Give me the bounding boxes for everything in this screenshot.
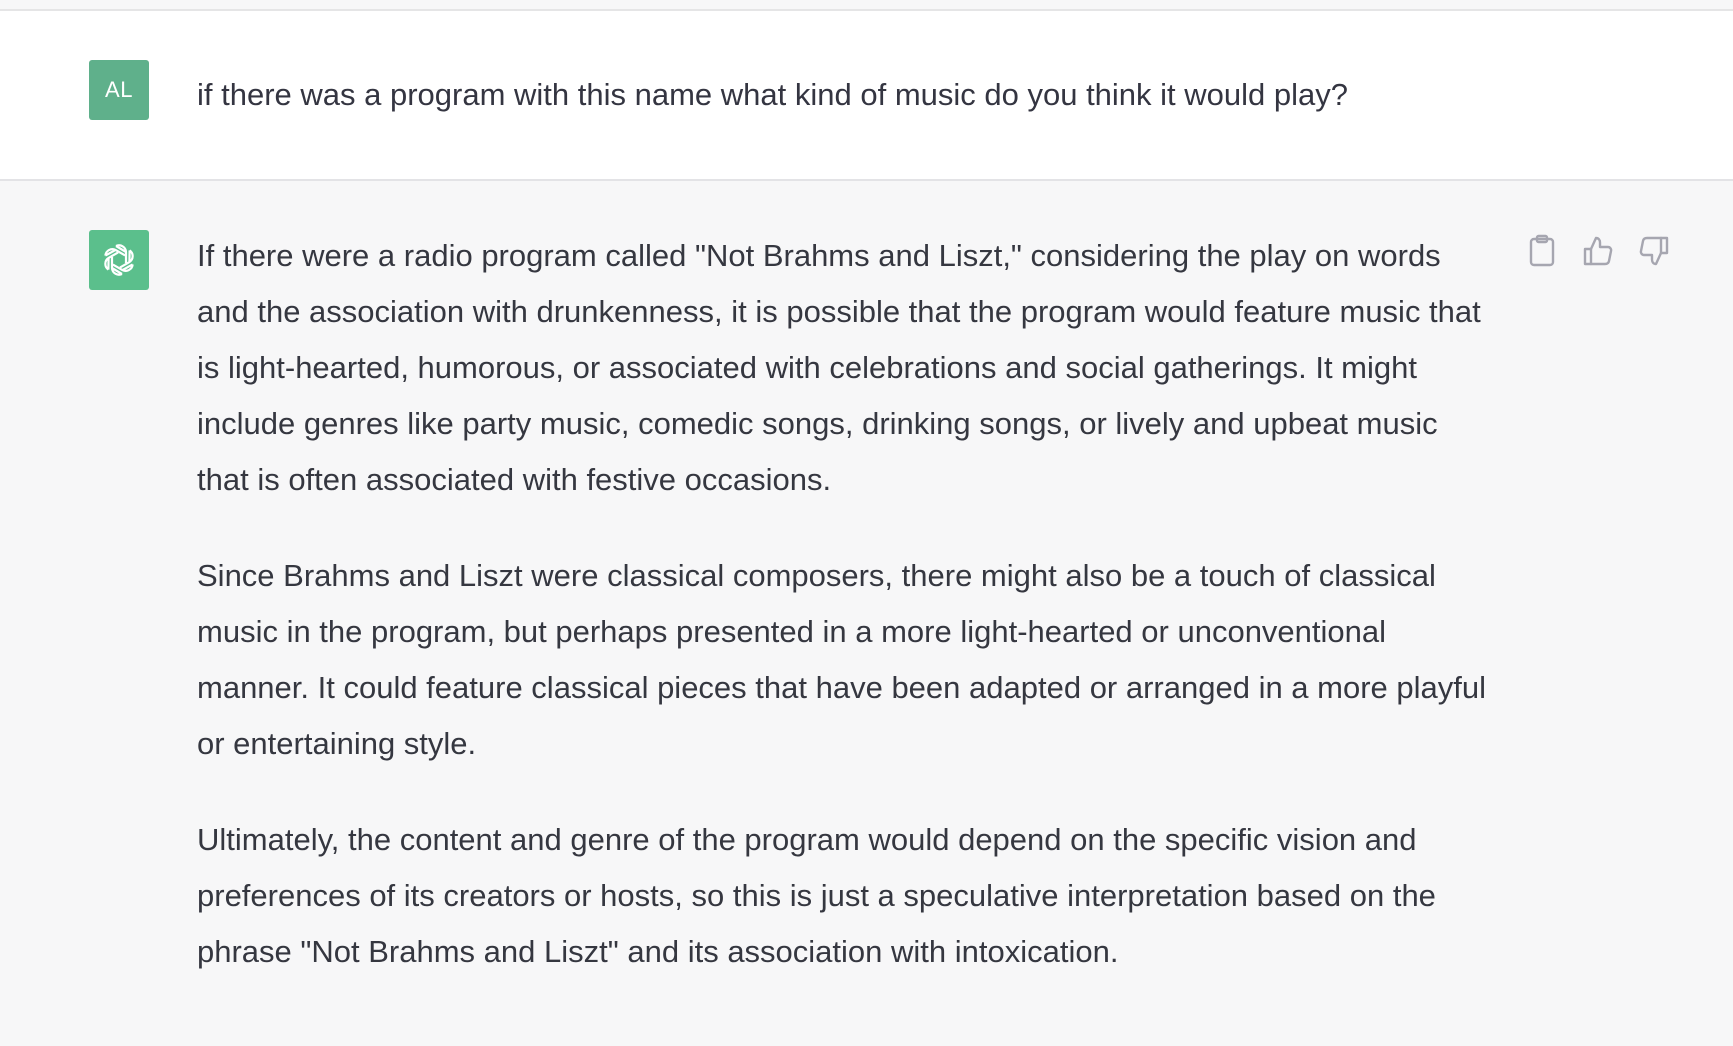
assistant-avatar bbox=[89, 230, 149, 290]
user-avatar-initials: AL bbox=[105, 77, 133, 102]
assistant-paragraph: Ultimately, the content and genre of the program would depend on the specific vision and preferences of its creators or hosts, so this is just a speculative interpretation based on the phrase "Not Brahms and Liszt" and its association with intoxication. bbox=[197, 822, 1436, 969]
top-divider bbox=[0, 0, 1733, 11]
copy-button[interactable] bbox=[1524, 233, 1560, 269]
thumbs-down-icon bbox=[1637, 234, 1671, 268]
assistant-message-body bbox=[197, 228, 1487, 1020]
thumbs-up-icon bbox=[1581, 234, 1615, 268]
assistant-paragraph: Since Brahms and Liszt were classical composers, there might also be a touch of classical music in the program, but perhaps presented in a more light-hearted or unconventional manner. It could feature classical pieces that have been adapted or arranged in a more playful or entertaining style. bbox=[197, 558, 1487, 761]
clipboard-icon bbox=[1527, 234, 1557, 268]
user-avatar bbox=[89, 60, 149, 120]
user-message-text: if there was a program with this name what kind of music do you think it would play? bbox=[197, 77, 1348, 112]
message-actions bbox=[1524, 233, 1672, 269]
user-message-row bbox=[0, 11, 1733, 181]
assistant-paragraph: If there were a radio program called "Not Brahms and Liszt," considering the play on words and the association with drunkenness, it is possible that the program would feature music that is light-hearted, humorous, or associated with celebrations and social gatherings. It might include genres like party music, comedic songs, drinking songs, or lively and upbeat music that is often associated with festive occasions. bbox=[197, 238, 1481, 497]
thumbs-up-button[interactable] bbox=[1580, 233, 1616, 269]
openai-logo-icon bbox=[98, 239, 140, 281]
thumbs-down-button[interactable] bbox=[1636, 233, 1672, 269]
assistant-message-row bbox=[0, 181, 1733, 1046]
